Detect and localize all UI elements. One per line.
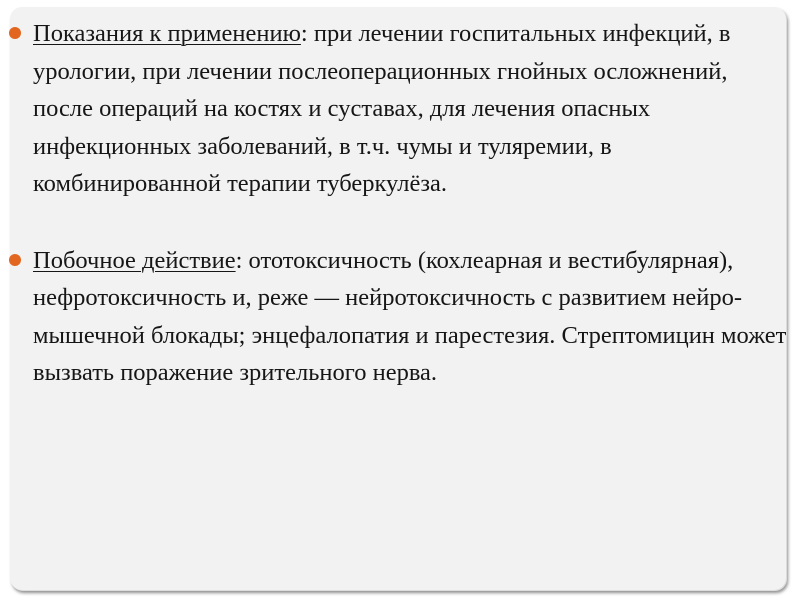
slide-content (33, 15, 793, 392)
indications-text: при лечении госпитальных инфекций, в урологии, при лечении послеоперационных гнойных осложнений, после операций на костях и суставах, для лечения опасных инфекционных заболеваний, в т.ч. чумы и туляремии, в комбинированной терапии туберкулёза. (33, 20, 731, 197)
side-effects-text: ототоксичность (кохлеарная и вестибулярная), нефротоксичность и, реже — нейротоксичность с развитием нейро-мышечной блокады; энцефалопатия и парестезия. Стрептомицин может вызвать поражение зрительного нерва. (33, 246, 787, 386)
side-effects-separator: : (235, 246, 243, 274)
bullet-dot-icon (9, 254, 21, 266)
side-effects-term: Побочное действие (33, 246, 236, 274)
indications-term: Показания к применению (33, 20, 301, 47)
bullet-indications (33, 15, 793, 203)
indications-separator: : (300, 20, 308, 47)
bullet-side-effects (33, 242, 793, 392)
bullet-dot-icon (9, 27, 21, 39)
